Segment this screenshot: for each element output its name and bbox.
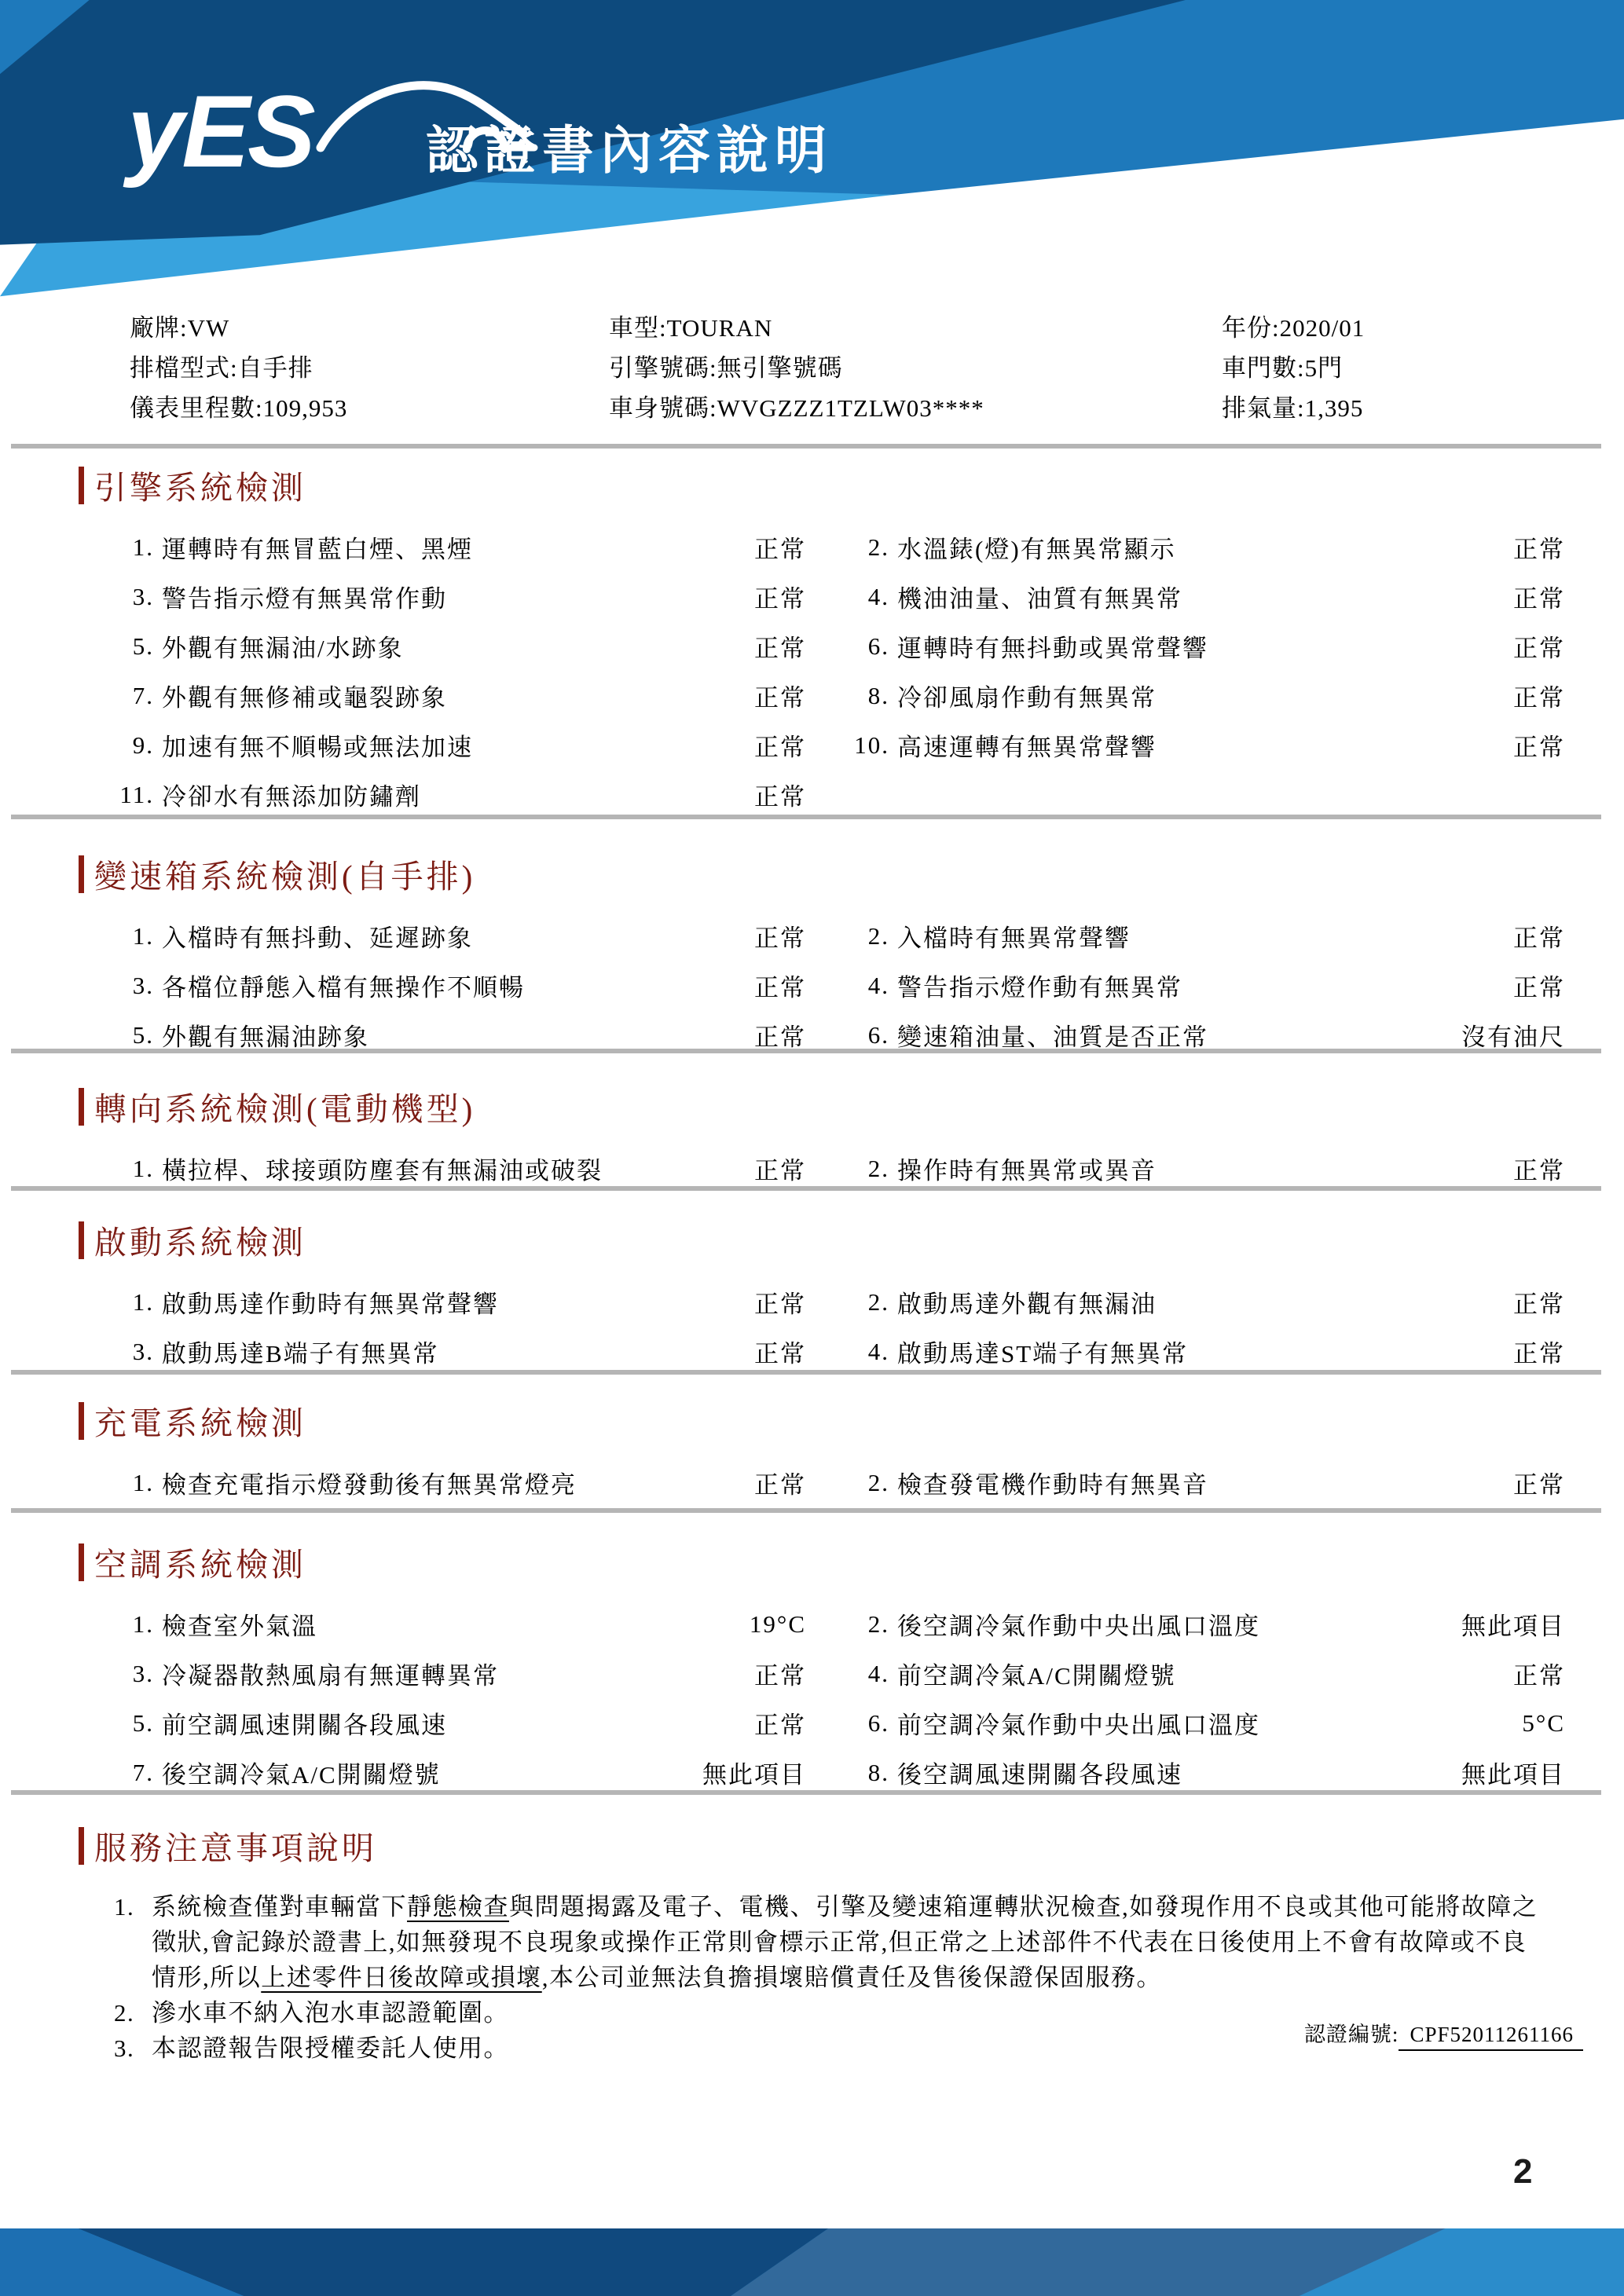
check-row — [79, 1599, 1624, 1649]
check-row — [79, 720, 1624, 770]
heading-bar — [79, 1221, 84, 1259]
note-text-segment: 靜態檢查 — [407, 1893, 509, 1921]
item-text: 水溫錶(燈)有無異常顯示 — [897, 536, 1176, 563]
item-text: 前空調冷氣作動中央出風口溫度 — [897, 1712, 1260, 1739]
item-result: 正常 — [754, 1291, 806, 1318]
notes-title: 服務注意事項說明 — [94, 1830, 377, 1866]
item-text: 檢查室外氣溫 — [162, 1613, 317, 1640]
item-number: 6. — [867, 1708, 889, 1737]
item-number: 11. — [119, 780, 154, 808]
item-result: 無此項目 — [1461, 1761, 1565, 1789]
item-number: 6. — [867, 1020, 889, 1049]
item-number: 5. — [132, 632, 154, 660]
item-text: 啟動馬達外觀有無漏油 — [897, 1291, 1157, 1318]
certificate-number-line — [1155, 2017, 1583, 2051]
item-number: 8. — [867, 681, 889, 709]
item-result: 正常 — [754, 1662, 806, 1690]
divider — [11, 444, 1601, 449]
vehicle-info-field: 車身號碼:WVGZZZ1TZLW03**** — [609, 394, 984, 422]
item-number: 3. — [132, 971, 154, 999]
heading-bar — [79, 1402, 84, 1440]
item-text: 警告指示燈有無異常作動 — [162, 585, 447, 613]
item-result: 無此項目 — [702, 1761, 806, 1789]
section-heading — [79, 1539, 1624, 1585]
item-text: 啟動馬達作動時有無異常聲響 — [162, 1291, 499, 1318]
item-result: 正常 — [1513, 1157, 1565, 1185]
note-text-segment: 本認證報告限授權委託人使用。 — [152, 2034, 509, 2062]
check-rows — [0, 911, 1624, 1060]
item-number: 2. — [867, 1287, 889, 1316]
notes-heading — [79, 1822, 1624, 1869]
heading-bar — [79, 855, 84, 893]
item-number: 3. — [132, 582, 154, 610]
item-number: 7. — [132, 681, 154, 709]
section-title: 轉向系統檢測(電動機型) — [94, 1091, 476, 1127]
item-number: 4. — [867, 1659, 889, 1687]
item-text: 入檔時有無抖動、延遲跡象 — [162, 925, 473, 952]
item-number: 5. — [132, 1020, 154, 1049]
section-title: 空調系統檢測 — [94, 1547, 306, 1583]
item-result: 正常 — [1513, 1662, 1565, 1690]
check-row — [79, 522, 1624, 572]
item-result: 正常 — [754, 684, 806, 712]
item-number: 1. — [132, 533, 154, 561]
vehicle-info-field: 車門數:5門 — [1222, 354, 1344, 382]
check-row — [79, 1748, 1624, 1797]
item-number: 3. — [132, 1337, 154, 1365]
item-number: 4. — [867, 971, 889, 999]
item-result: 正常 — [754, 1157, 806, 1185]
item-text: 啟動馬達B端子有無異常 — [162, 1340, 439, 1368]
item-result: 正常 — [1513, 925, 1565, 952]
item-text: 前空調風速開關各段風速 — [162, 1712, 447, 1739]
item-number: 2. — [867, 921, 889, 950]
check-row — [79, 1144, 1624, 1193]
section-starter — [0, 1217, 1624, 1376]
footer-banner — [0, 2228, 1624, 2296]
item-result: 正常 — [1513, 585, 1565, 613]
item-result: 正常 — [1513, 974, 1565, 1002]
item-text: 啟動馬達ST端子有無異常 — [897, 1340, 1189, 1368]
item-number: 2. — [867, 1609, 889, 1638]
heading-bar — [79, 467, 84, 504]
item-text: 外觀有無漏油跡象 — [162, 1023, 369, 1051]
section-title: 引擎系統檢測 — [94, 470, 306, 506]
note-text-segment: 系統檢查僅對車輛當下 — [152, 1893, 407, 1921]
item-number: 10. — [854, 731, 889, 759]
item-text: 操作時有無異常或異音 — [897, 1157, 1157, 1185]
section-heading — [79, 1397, 1624, 1444]
item-text: 橫拉桿、球接頭防塵套有無漏油或破裂 — [162, 1157, 603, 1185]
item-result: 正常 — [754, 1340, 806, 1368]
vehicle-info-field: 年份:2020/01 — [1222, 314, 1366, 342]
check-rows — [0, 1458, 1624, 1507]
yes-logo-text: yES — [127, 74, 313, 189]
note-text-segment: ,本公司並無法負擔損壞賠償責任及售後保證保固服務。 — [541, 1964, 1162, 1991]
note-item — [114, 1889, 1552, 1995]
check-row — [79, 770, 1624, 819]
item-text: 後空調冷氣A/C開關燈號 — [162, 1761, 441, 1789]
section-heading — [79, 1217, 1624, 1263]
check-row — [79, 1698, 1624, 1748]
item-result: 正常 — [754, 734, 806, 761]
note-number: 3. — [114, 2034, 135, 2062]
item-text: 加速有無不順暢或無法加速 — [162, 734, 473, 761]
item-number: 2. — [867, 1154, 889, 1182]
note-number: 2. — [114, 1999, 135, 2027]
section-charging — [0, 1397, 1624, 1507]
item-text: 冷卻風扇作動有無異常 — [897, 684, 1157, 712]
item-result: 正常 — [754, 925, 806, 952]
item-number: 4. — [867, 582, 889, 610]
vehicle-info-field: 車型:TOURAN — [609, 314, 773, 342]
page-number: 2 — [1513, 2152, 1533, 2191]
section-heading — [79, 462, 1624, 508]
item-number: 2. — [867, 533, 889, 561]
item-result: 19°C — [749, 1609, 806, 1638]
check-rows — [0, 1277, 1624, 1376]
note-text-segment: 上述零件日後故障或損壞 — [261, 1964, 542, 1991]
check-row — [79, 1277, 1624, 1327]
item-result: 正常 — [1513, 1291, 1565, 1318]
item-number: 8. — [867, 1758, 889, 1786]
item-number: 3. — [132, 1659, 154, 1687]
yes-logo — [127, 75, 313, 188]
certificate-number-label: 認證編號: — [1303, 2023, 1399, 2046]
item-text: 運轉時有無冒藍白煙、黑煙 — [162, 536, 473, 563]
item-result: 正常 — [754, 635, 806, 662]
item-text: 機油油量、油質有無異常 — [897, 585, 1182, 613]
check-rows — [0, 1599, 1624, 1797]
section-transmission — [0, 851, 1624, 1060]
item-result: 正常 — [1513, 734, 1565, 761]
check-row — [79, 621, 1624, 671]
heading-bar — [79, 1827, 84, 1865]
item-result: 正常 — [754, 783, 806, 811]
check-rows — [0, 1144, 1624, 1193]
check-row — [79, 572, 1624, 621]
item-text: 前空調冷氣A/C開關燈號 — [897, 1662, 1176, 1690]
item-number: 5. — [132, 1708, 154, 1737]
heading-bar — [79, 1088, 84, 1126]
heading-bar — [79, 1543, 84, 1581]
vehicle-info-grid — [130, 308, 1575, 428]
item-result: 無此項目 — [1461, 1613, 1565, 1640]
item-number: 7. — [132, 1758, 154, 1786]
check-row — [79, 1327, 1624, 1376]
item-text: 檢查發電機作動時有無異音 — [897, 1471, 1208, 1499]
check-row — [79, 911, 1624, 961]
item-result: 正常 — [1513, 1340, 1565, 1368]
item-text: 運轉時有無抖動或異常聲響 — [897, 635, 1208, 662]
section-title: 充電系統檢測 — [94, 1405, 306, 1441]
item-text: 冷凝器散熱風扇有無運轉異常 — [162, 1662, 499, 1690]
check-rows — [0, 522, 1624, 819]
item-result: 正常 — [1513, 536, 1565, 563]
item-text: 後空調風速開關各段風速 — [897, 1761, 1182, 1789]
item-number: 1. — [132, 1154, 154, 1182]
item-result: 正常 — [754, 1471, 806, 1499]
item-number: 2. — [867, 1468, 889, 1496]
item-result: 正常 — [754, 1712, 806, 1739]
page-title: 認證書內容說明 — [426, 121, 833, 179]
item-text: 變速箱油量、油質是否正常 — [897, 1023, 1208, 1051]
item-number: 1. — [132, 1609, 154, 1638]
header-banner — [0, 0, 1624, 322]
item-result: 5°C — [1522, 1708, 1565, 1737]
section-aircon — [0, 1539, 1624, 1797]
item-text: 入檔時有無異常聲響 — [897, 925, 1131, 952]
section-steering — [0, 1083, 1624, 1193]
item-result: 正常 — [754, 1023, 806, 1051]
section-title: 啟動系統檢測 — [94, 1225, 306, 1261]
certificate-number-value: CPF52011261166 — [1399, 2023, 1583, 2051]
section-heading — [79, 851, 1624, 897]
item-result: 正常 — [754, 536, 806, 563]
item-number: 1. — [132, 1287, 154, 1316]
vehicle-info-field: 引擎號碼:無引擎號碼 — [609, 354, 843, 382]
note-text-segment: 滲水車不納入泡水車認證範圍。 — [152, 1999, 509, 2027]
item-result: 正常 — [754, 974, 806, 1002]
item-number: 1. — [132, 1468, 154, 1496]
check-row — [79, 671, 1624, 720]
check-row — [79, 961, 1624, 1010]
check-row — [79, 1458, 1624, 1507]
item-text: 各檔位靜態入檔有無操作不順暢 — [162, 974, 525, 1002]
vehicle-info-field: 排檔型式:自手排 — [130, 354, 313, 382]
item-number: 4. — [867, 1337, 889, 1365]
check-row — [79, 1010, 1624, 1060]
item-text: 冷卻水有無添加防鏽劑 — [162, 783, 421, 811]
note-number: 1. — [114, 1893, 135, 1921]
vehicle-info-field: 儀表里程數:109,953 — [130, 394, 348, 422]
item-result: 沒有油尺 — [1461, 1023, 1565, 1051]
note-text-segment: 與問題揭露及電子、電機、引擎及變速箱運轉狀況檢查,如發現作用不良或其他可能將故障之徵狀,會記錄於證書上,如無發現不良現象或操作正常則會標示正常,但正常之上述部件不代表在日後使用上不會有故障或不良情形,所以 — [152, 1893, 1538, 1991]
item-number: 1. — [132, 921, 154, 950]
divider — [11, 1508, 1601, 1513]
item-text: 高速運轉有無異常聲響 — [897, 734, 1157, 761]
item-result: 正常 — [1513, 635, 1565, 662]
item-result: 正常 — [1513, 1471, 1565, 1499]
section-engine — [0, 462, 1624, 819]
item-text: 外觀有無漏油/水跡象 — [162, 635, 404, 662]
item-text: 後空調冷氣作動中央出風口溫度 — [897, 1613, 1260, 1640]
vehicle-info-field: 排氣量:1,395 — [1222, 394, 1364, 422]
note-text — [152, 1889, 1552, 1995]
item-number: 6. — [867, 632, 889, 660]
item-number: 9. — [132, 731, 154, 759]
section-title: 變速箱系統檢測(自手排) — [94, 859, 476, 895]
item-text: 檢查充電指示燈發動後有無異常燈亮 — [162, 1471, 577, 1499]
item-text: 外觀有無修補或龜裂跡象 — [162, 684, 447, 712]
check-row — [79, 1649, 1624, 1698]
item-text: 警告指示燈作動有無異常 — [897, 974, 1182, 1002]
section-heading — [79, 1083, 1624, 1130]
vehicle-info-field: 廠牌:VW — [130, 314, 230, 342]
item-result: 正常 — [1513, 684, 1565, 712]
item-result: 正常 — [754, 585, 806, 613]
